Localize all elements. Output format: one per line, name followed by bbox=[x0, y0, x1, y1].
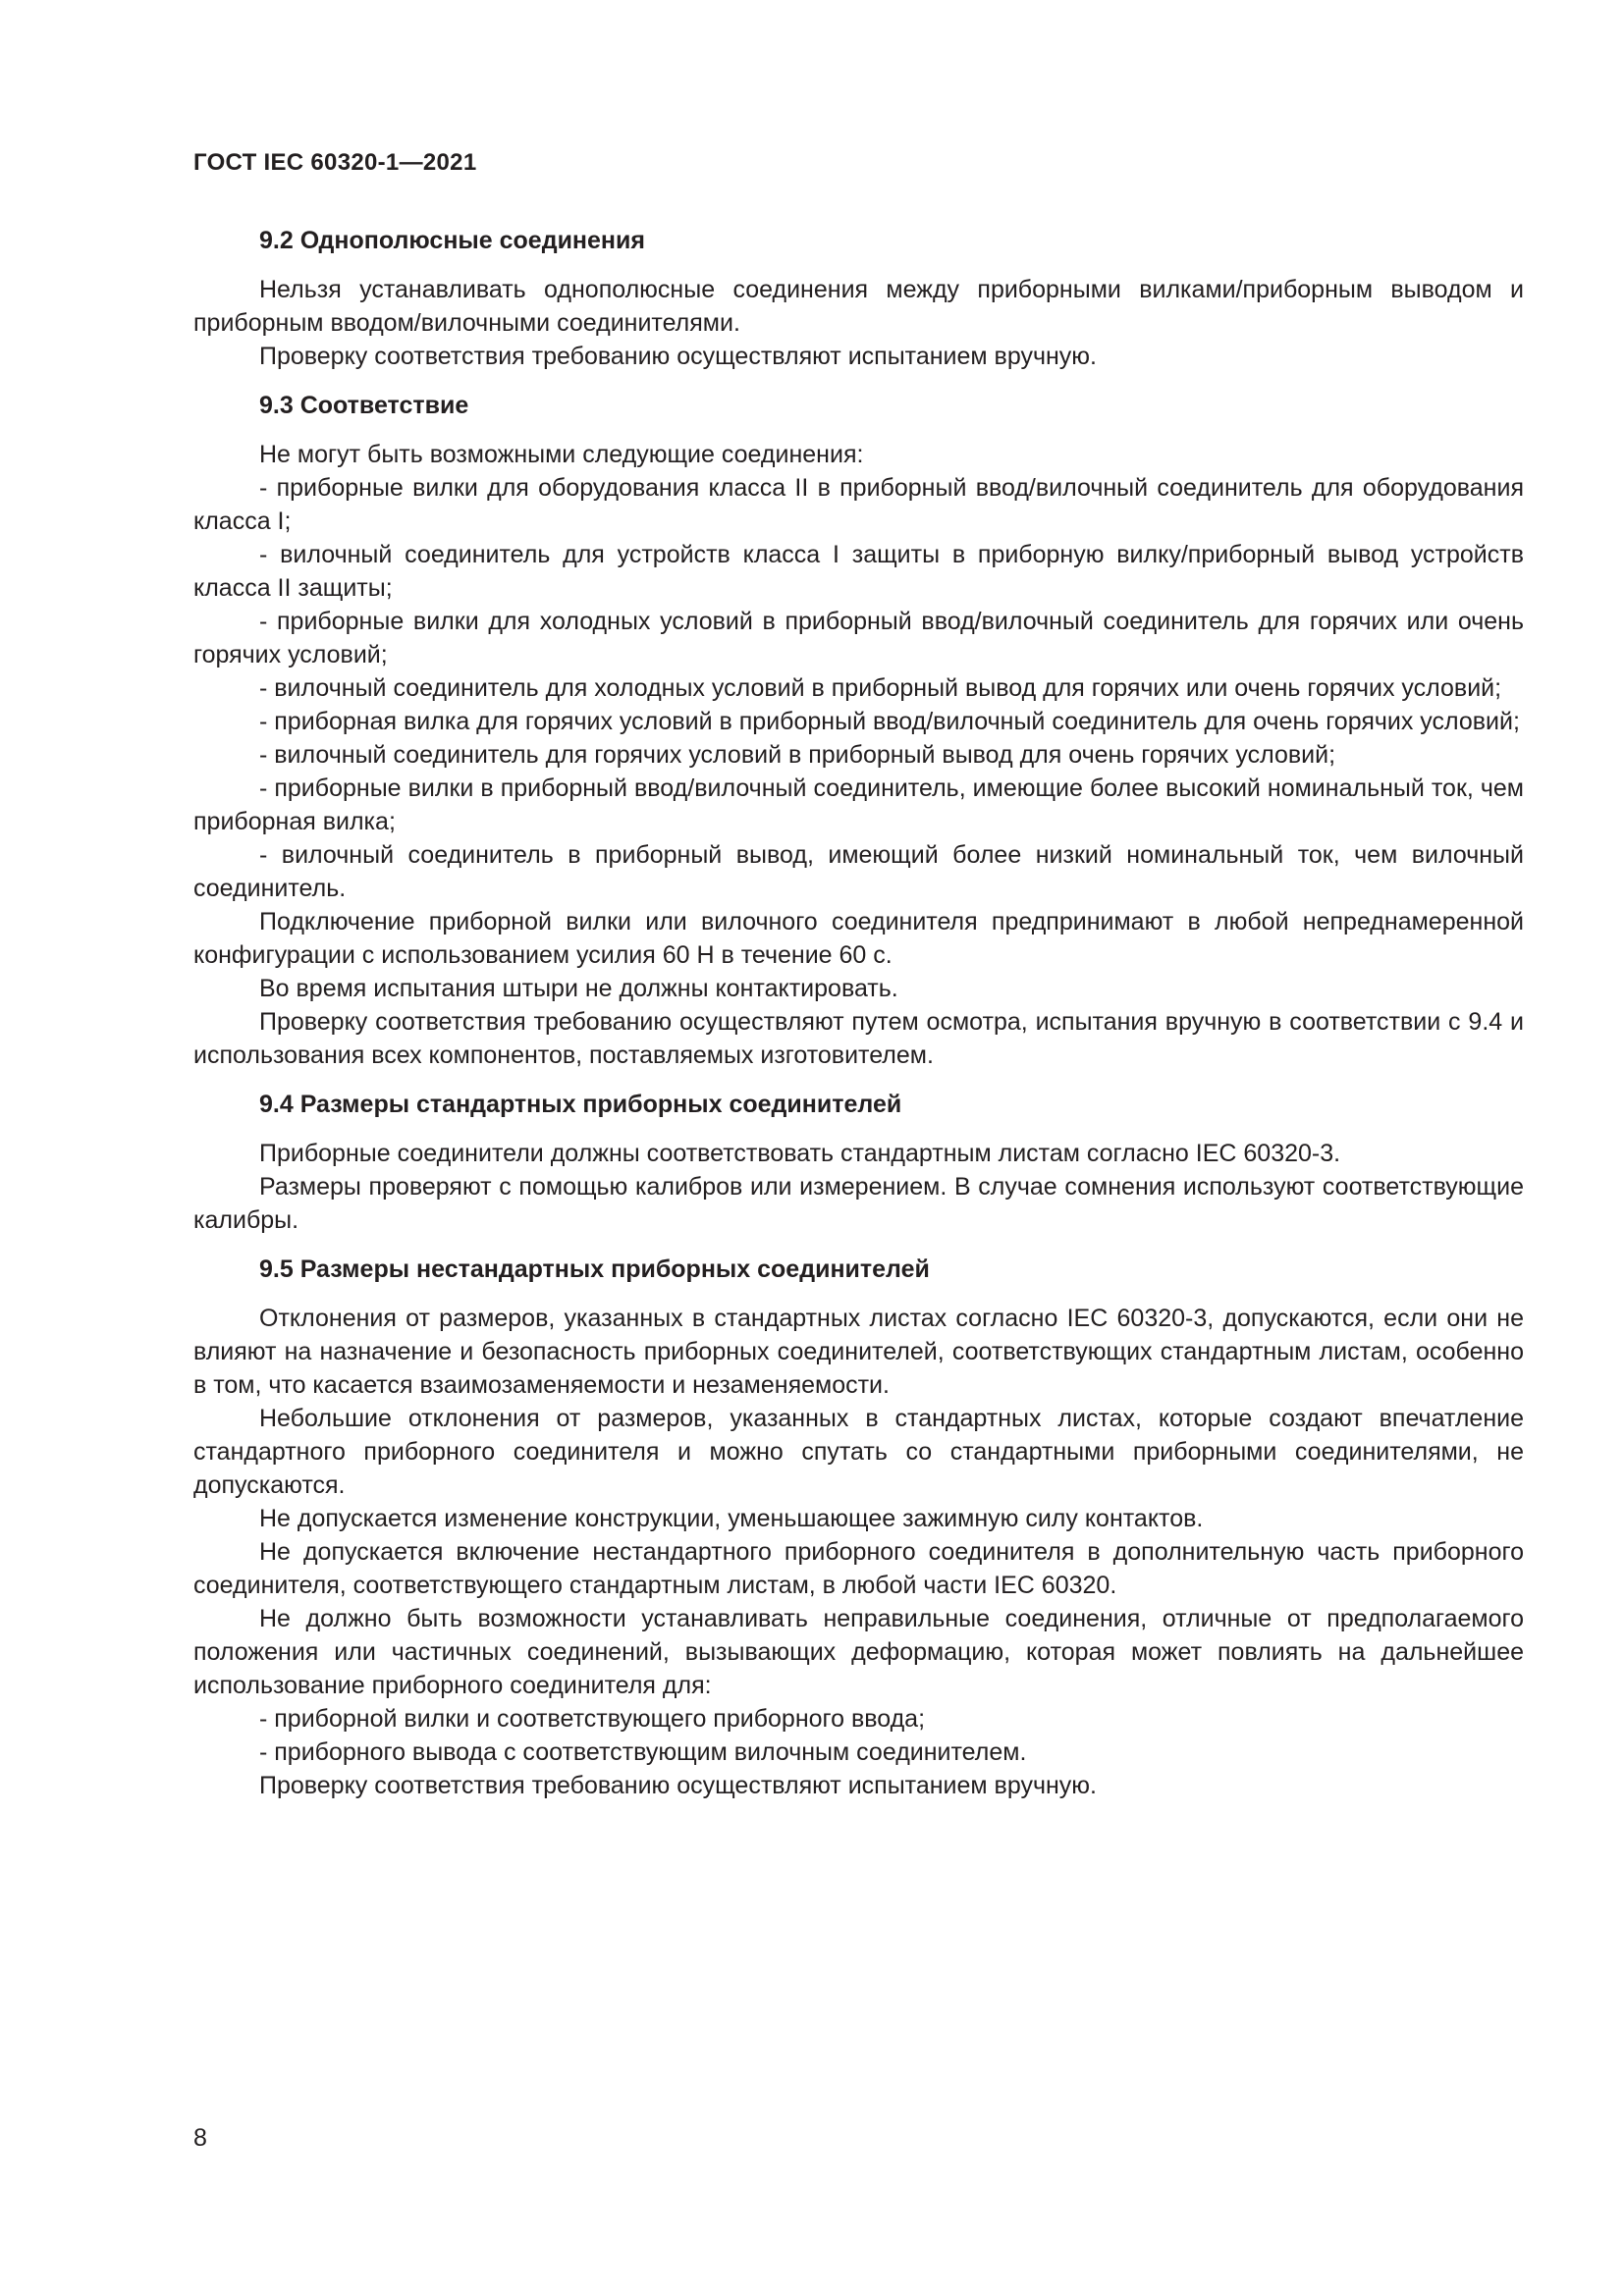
paragraph: Подключение приборной вилки или вилочного соединителя предпринимают в любой непреднамеренной конфигурации с использованием усилия 60 Н в течение 60 с. bbox=[193, 908, 1524, 969]
paragraph: Не могут быть возможными следующие соединения: bbox=[259, 441, 864, 468]
section-9-5 bbox=[193, 1253, 1524, 1802]
paragraph: Нельзя устанавливать однополюсные соединения между приборными вилками/приборным выводом и приборным вводом/вилочными соединителями. bbox=[193, 276, 1524, 337]
page-number: 8 bbox=[193, 2124, 207, 2152]
paragraph: Размеры проверяют с помощью калибров или измерением. В случае сомнения используют соответствующие калибры. bbox=[193, 1173, 1524, 1234]
section-9-3 bbox=[193, 389, 1524, 1072]
list-item: - вилочный соединитель для холодных условий в приборный вывод для горячих или очень горячих условий; bbox=[259, 674, 1502, 702]
paragraph: Во время испытания штыри не должны контактировать. bbox=[259, 975, 898, 1002]
paragraph: Проверку соответствия требованию осуществляют путем осмотра, испытания вручную в соответствии с 9.4 и использования всех компонентов, поставляемых изготовителем. bbox=[193, 1008, 1524, 1069]
list-item: - вилочный соединитель для устройств класса I защиты в приборную вилку/приборный вывод устройств класса II защиты; bbox=[193, 541, 1524, 602]
section-title: 9.3 Соответствие bbox=[259, 392, 469, 419]
document-page bbox=[193, 0, 1524, 2296]
paragraph: Не допускается включение нестандартного приборного соединителя в дополнительную часть приборного соединителя, соответствующего стандартным листам, в любой части IEC 60320. bbox=[193, 1538, 1524, 1599]
list-item: - приборной вилки и соответствующего приборного ввода; bbox=[259, 1705, 926, 1733]
section-title: 9.5 Размеры нестандартных приборных соединителей bbox=[259, 1255, 930, 1283]
section-9-4 bbox=[193, 1088, 1524, 1237]
document-body bbox=[193, 224, 1524, 1802]
list-item: - приборные вилки для холодных условий в приборный ввод/вилочный соединитель для горячих или очень горячих условий; bbox=[193, 608, 1524, 668]
paragraph: Небольшие отклонения от размеров, указанных в стандартных листах, которые создают впечатление стандартного приборного соединителя и можно спутать со стандартными приборными соединителями, не допускаются. bbox=[193, 1405, 1524, 1499]
list-item: - приборная вилка для горячих условий в приборный ввод/вилочный соединитель для очень горячих условий; bbox=[259, 708, 1520, 735]
list-item: - вилочный соединитель в приборный вывод, имеющий более низкий номинальный ток, чем вилочный соединитель. bbox=[193, 841, 1524, 902]
list-item: - вилочный соединитель для горячих условий в приборный вывод для очень горячих условий; bbox=[259, 741, 1336, 769]
paragraph: Приборные соединители должны соответствовать стандартным листам согласно IEC 60320-3. bbox=[259, 1140, 1341, 1167]
list-item: - приборные вилки для оборудования класса II в приборный ввод/вилочный соединитель для оборудования класса I; bbox=[193, 474, 1524, 535]
paragraph: Проверку соответствия требованию осуществляют испытанием вручную. bbox=[259, 343, 1097, 370]
section-title: 9.2 Однополюсные соединения bbox=[259, 227, 645, 254]
paragraph: Не должно быть возможности устанавливать неправильные соединения, отличные от предполагаемого положения или частичных соединений, вызывающих деформацию, которая может повлиять на дальнейшее использование приборного соединителя для: bbox=[193, 1605, 1524, 1699]
paragraph: Не допускается изменение конструкции, уменьшающее зажимную силу контактов. bbox=[259, 1505, 1204, 1532]
paragraph: Проверку соответствия требованию осуществляют испытанием вручную. bbox=[259, 1772, 1097, 1799]
list-item: - приборного вывода с соответствующим вилочным соединителем. bbox=[259, 1738, 1027, 1766]
list-item: - приборные вилки в приборный ввод/вилочный соединитель, имеющие более высокий номинальный ток, чем приборная вилка; bbox=[193, 774, 1524, 835]
section-title: 9.4 Размеры стандартных приборных соединителей bbox=[259, 1091, 902, 1118]
paragraph: Отклонения от размеров, указанных в стандартных листах согласно IEC 60320-3, допускаются, если они не влияют на назначение и безопасность приборных соединителей, соответствующих стандартным листам, особенно в том, что касается взаимозаменяемости и незаменяемости. bbox=[193, 1305, 1524, 1399]
document-header: ГОСТ IEC 60320-1—2021 bbox=[193, 149, 477, 176]
section-9-2 bbox=[193, 224, 1524, 373]
